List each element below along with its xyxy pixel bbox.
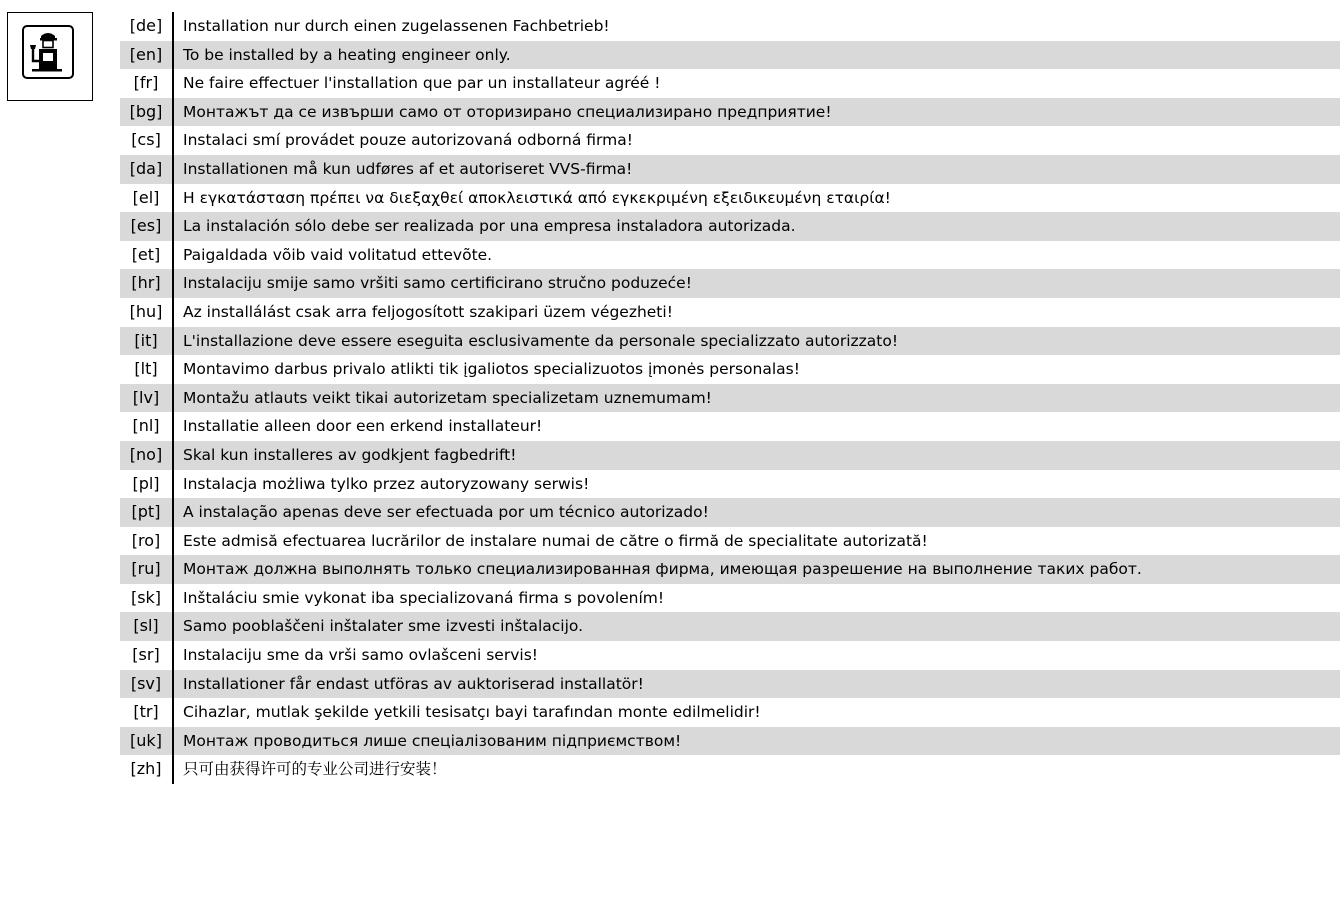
notice-text: 只可由获得许可的专业公司进行安装！: [183, 760, 447, 779]
table-row: [120, 241, 1340, 270]
notice-text: Instalacja możliwa tylko przez autoryzowany serwis!: [183, 474, 590, 493]
language-code: [tr]: [120, 698, 174, 727]
table-row: [120, 727, 1340, 756]
language-code: [en]: [120, 41, 174, 70]
language-code: [lv]: [120, 384, 174, 413]
language-code: [zh]: [120, 755, 174, 784]
notice-text: Instalaci smí provádet pouze autorizovaná odborná firma!: [183, 131, 633, 150]
notice-text: Монтаж проводиться лише спеціалізованим підприємством!: [183, 731, 682, 750]
notice-text: To be installed by a heating engineer only.: [183, 45, 511, 64]
table-row: [120, 441, 1340, 470]
language-code: [cs]: [120, 126, 174, 155]
language-code: [no]: [120, 441, 174, 470]
table-row: [120, 584, 1340, 613]
table-row: [120, 527, 1340, 556]
language-code: [uk]: [120, 727, 174, 756]
language-code: [lt]: [120, 355, 174, 384]
table-row: [120, 612, 1340, 641]
notice-text: Instalaciju smije samo vršiti samo certificirano stručno poduzeće!: [183, 274, 692, 293]
notice-text: L'installazione deve essere eseguita esclusivamente da personale specializzato autorizzato!: [183, 331, 899, 350]
table-row: [120, 69, 1340, 98]
table-row: [120, 212, 1340, 241]
table-row: [120, 298, 1340, 327]
notice-text: Installation nur durch einen zugelassenen Fachbetrieb!: [183, 17, 610, 35]
table-row: [120, 755, 1340, 784]
language-code: [ro]: [120, 527, 174, 556]
table-row: [120, 184, 1340, 213]
notice-text: Cihazlar, mutlak şekilde yetkili tesisatçı bayi tarafından monte edilmelidir!: [183, 703, 761, 722]
language-code: [sr]: [120, 641, 174, 670]
table-row: [120, 269, 1340, 298]
table-row: [120, 12, 1340, 41]
installer-icon: [22, 25, 74, 79]
language-code: [hu]: [120, 298, 174, 327]
notice-text: Installationen må kun udføres af et autoriseret VVS-firma!: [183, 159, 633, 178]
table-row: [120, 155, 1340, 184]
notice-text: Este admisă efectuarea lucrărilor de instalare numai de către o firmă de specialitate autorizată!: [183, 531, 928, 550]
language-code: [sv]: [120, 670, 174, 699]
language-code: [es]: [120, 212, 174, 241]
table-row: [120, 412, 1340, 441]
table-row: [120, 498, 1340, 527]
notice-text: Montažu atlauts veikt tikai autorizetam specializetam uznemumam!: [183, 388, 712, 407]
notice-text: Instalaciju sme da vrši samo ovlašceni servis!: [183, 646, 538, 665]
notice-text: Skal kun installeres av godkjent fagbedrift!: [183, 445, 517, 464]
language-code: [ru]: [120, 555, 174, 584]
language-code: [de]: [120, 12, 174, 41]
language-code: [sl]: [120, 612, 174, 641]
notice-text: Η εγκατάσταση πρέπει να διεξαχθεί αποκλειστικά από εγκεκριμένη εξειδικευμένη εταιρία!: [183, 188, 891, 207]
language-code: [sk]: [120, 584, 174, 613]
table-row: [120, 355, 1340, 384]
notice-text: Монтажът да се извърши само от оторизирано специализирано предприятие!: [183, 102, 832, 121]
table-row: [120, 327, 1340, 356]
language-code: [el]: [120, 184, 174, 213]
notice-text: Installationer får endast utföras av auktoriserad installatör!: [183, 674, 644, 693]
notice-text: Paigaldada võib vaid volitatud ettevõte.: [183, 245, 493, 264]
notice-text: Samo pooblaščeni inštalater sme izvesti inštalacijo.: [183, 617, 584, 636]
table-row: [120, 641, 1340, 670]
language-code: [et]: [120, 241, 174, 270]
table-row: [120, 126, 1340, 155]
language-code: [pt]: [120, 498, 174, 527]
notice-text: Монтаж должна выполнять только специализированная фирма, имеющая разрешение на выполнение таких работ.: [183, 560, 1142, 579]
notice-text: Inštaláciu smie vykonat iba specializovaná firma s povolením!: [183, 588, 665, 607]
notice-text: Ne faire effectuer l'installation que par un installateur agréé !: [183, 74, 661, 93]
table-row: [120, 98, 1340, 127]
language-code: [hr]: [120, 269, 174, 298]
notice-text: Montavimo darbus privalo atlikti tik įgaliotos specializuotos įmonės personalas!: [183, 360, 800, 379]
table-row: [120, 698, 1340, 727]
notice-text: Installatie alleen door een erkend installateur!: [183, 417, 543, 436]
installation-notice-table: [120, 12, 1340, 784]
table-row: [120, 384, 1340, 413]
language-code: [nl]: [120, 412, 174, 441]
notice-text: La instalación sólo debe ser realizada por una empresa instaladora autorizada.: [183, 217, 796, 236]
notice-text: Az installálást csak arra feljogosított szakipari üzem végezheti!: [183, 302, 673, 321]
notice-text: A instalação apenas deve ser efectuada por um técnico autorizado!: [183, 503, 709, 522]
language-code: [pl]: [120, 470, 174, 499]
language-code: [da]: [120, 155, 174, 184]
language-code: [fr]: [120, 69, 174, 98]
language-code: [bg]: [120, 98, 174, 127]
table-row: [120, 41, 1340, 70]
installer-icon-frame: [7, 12, 93, 101]
table-row: [120, 470, 1340, 499]
table-row: [120, 670, 1340, 699]
table-row: [120, 555, 1340, 584]
language-code: [it]: [120, 327, 174, 356]
